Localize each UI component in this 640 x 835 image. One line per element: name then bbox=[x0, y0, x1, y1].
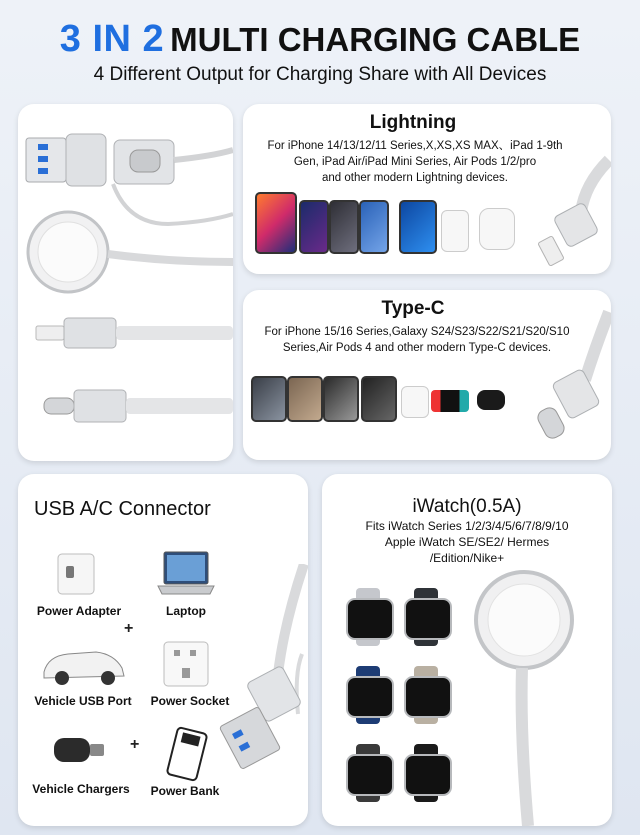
phone-image bbox=[323, 376, 359, 422]
iwatch-title: iWatch(0.5A) bbox=[412, 496, 522, 517]
usb-item-label: Power Socket bbox=[150, 694, 230, 708]
watch-image bbox=[400, 588, 452, 646]
iwatch-panel bbox=[322, 474, 612, 826]
typec-desc-line: Series,Air Pods 4 and other modern Type-C devices. bbox=[282, 342, 552, 354]
typec-desc-line: For iPhone 15/16 Series,Galaxy S24/S23/S22/S21/S20/S10 bbox=[264, 326, 570, 338]
plus-sign: + bbox=[130, 736, 140, 753]
watch-image bbox=[400, 666, 452, 724]
phone-image bbox=[361, 376, 397, 422]
usb-item-label: Laptop bbox=[166, 604, 206, 618]
usb-ac-connector-icon bbox=[214, 564, 308, 826]
game-console-image bbox=[431, 390, 469, 412]
watch-image bbox=[342, 744, 394, 802]
iwatch-desc-line: Apple iWatch SE/SE2/ Hermes bbox=[384, 535, 550, 549]
plus-sign: + bbox=[124, 620, 134, 637]
usb-c-adapter-icon bbox=[114, 140, 174, 184]
phone-image bbox=[287, 376, 323, 422]
page-title bbox=[0, 18, 640, 61]
iwatch-desc-line: Fits iWatch Series 1/2/3/4/5/6/7/8/9/10 bbox=[365, 519, 569, 533]
power-adapter-icon bbox=[52, 550, 100, 598]
lightning-panel bbox=[243, 104, 611, 274]
airpods-image bbox=[441, 210, 469, 252]
usb-item-label: Power Adapter bbox=[36, 604, 122, 618]
usb-c-cable-icon bbox=[44, 390, 233, 422]
cable-connectors-panel bbox=[18, 104, 233, 461]
title-accent: 3 IN 2 bbox=[59, 18, 165, 60]
typec-title: Type-C bbox=[381, 298, 445, 319]
power-socket-icon bbox=[162, 640, 210, 688]
title-main: MULTI CHARGING CABLE bbox=[170, 21, 581, 58]
iphone-image bbox=[299, 200, 329, 254]
cable-illustration bbox=[18, 104, 233, 461]
typec-connector-icon bbox=[525, 308, 611, 458]
typec-panel bbox=[243, 290, 611, 460]
lightning-desc-line: For iPhone 14/13/12/11 Series,X,XS,XS MAX、iPad 1-9th bbox=[267, 140, 563, 152]
usb-connector-panel bbox=[18, 474, 308, 826]
airpods-image bbox=[401, 386, 429, 418]
watch-charger-icon bbox=[472, 564, 612, 826]
iwatch-description bbox=[322, 518, 612, 566]
usb-title: USB A/C Connector bbox=[34, 498, 211, 520]
page-subtitle: 4 Different Output for Charging Share with All Devices bbox=[93, 64, 547, 85]
airpods-pro-image bbox=[479, 208, 515, 250]
laptop-icon bbox=[156, 550, 216, 598]
ipad-image bbox=[255, 192, 297, 254]
iwatch-desc-line: /Edition/Nike+ bbox=[429, 551, 505, 565]
watch-charger-icon bbox=[28, 212, 233, 292]
gamepad-image bbox=[477, 390, 505, 410]
watch-image bbox=[342, 666, 394, 724]
usb-item-label: Vehicle Chargers bbox=[32, 782, 130, 796]
lightning-connector-icon bbox=[525, 154, 611, 274]
usb-item-label: Vehicle USB Port bbox=[34, 694, 132, 708]
header bbox=[0, 0, 640, 100]
usb-a-plug-icon bbox=[26, 134, 106, 186]
watch-image bbox=[342, 588, 394, 646]
watch-image bbox=[400, 744, 452, 802]
lightning-cable-icon bbox=[36, 318, 233, 348]
usb-item-label: Power Bank bbox=[150, 784, 220, 798]
iphone-image bbox=[399, 200, 437, 254]
power-bank-icon bbox=[160, 726, 216, 782]
lightning-desc-line: Gen, iPad Air/iPad Mini Series, Air Pods 1/2/pro bbox=[293, 156, 537, 168]
iphone-image bbox=[359, 200, 389, 254]
lightning-desc-line: and other modern Lightning devices. bbox=[321, 172, 509, 184]
car-icon bbox=[38, 640, 128, 688]
iphone-image bbox=[329, 200, 359, 254]
car-charger-icon bbox=[48, 730, 110, 776]
phone-image bbox=[251, 376, 287, 422]
lightning-title: Lightning bbox=[369, 112, 457, 133]
